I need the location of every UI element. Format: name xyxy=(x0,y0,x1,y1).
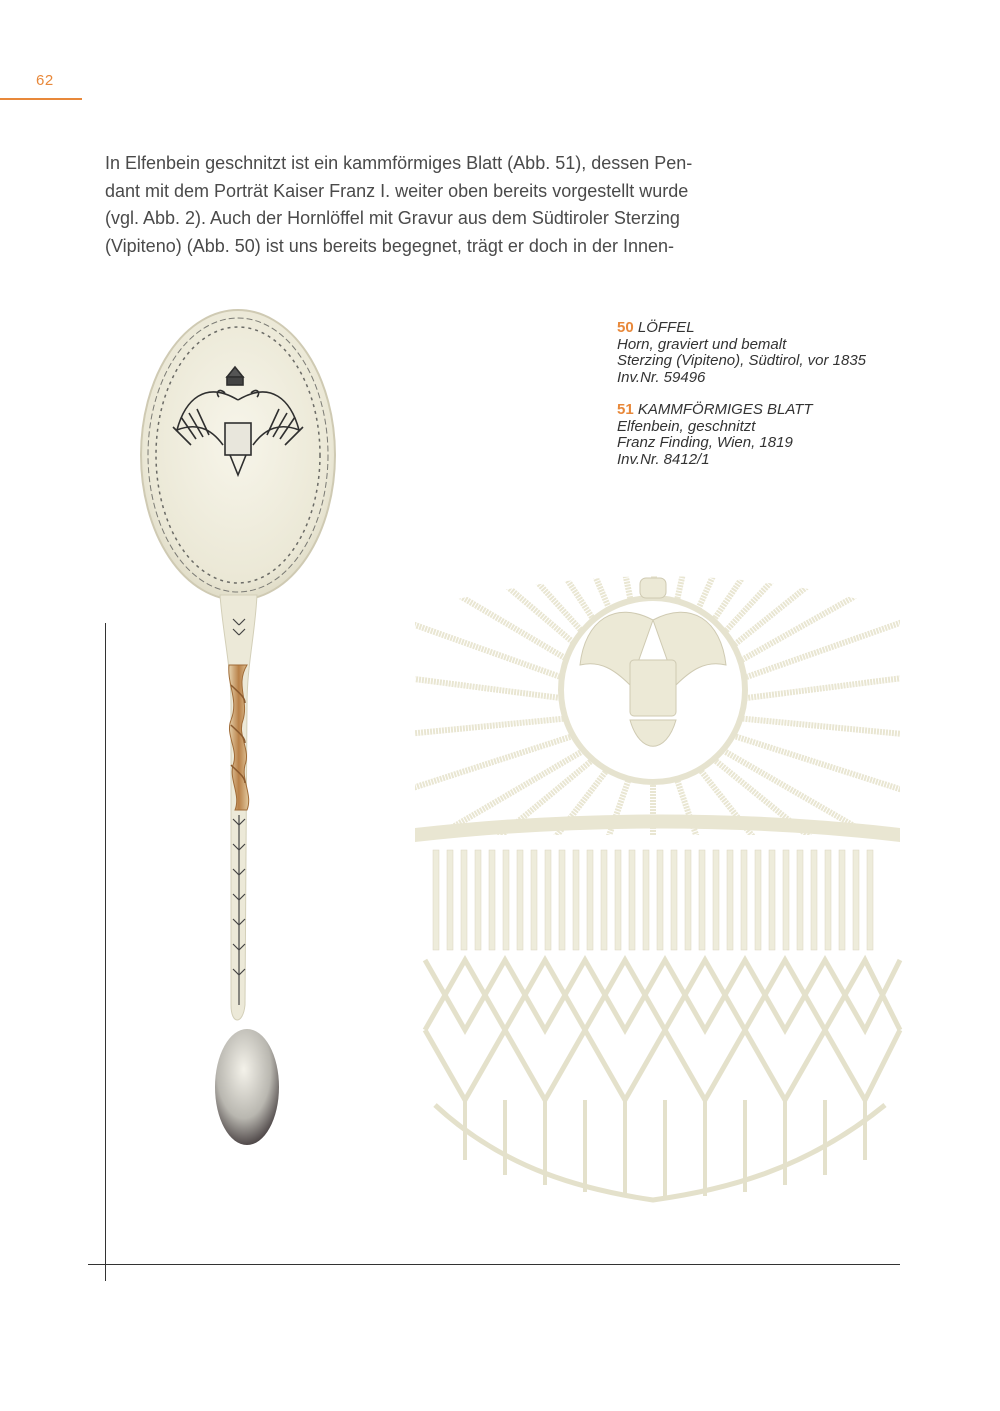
caption-line: Sterzing (Vipiteno), Südtirol, vor 1835 xyxy=(617,352,867,369)
caption-number: 51 xyxy=(617,401,634,418)
caption-line: Inv.Nr. 59496 xyxy=(617,368,706,386)
body-text-line: (Vipiteno) (Abb. 50) ist uns bereits begegnet, trägt er doch in der Innen- xyxy=(105,235,675,256)
body-text-line: In Elfenbein geschnitzt ist ein kammförmiges Blatt (Abb. 51), dessen Pen- xyxy=(105,153,693,173)
caption-number: 50 xyxy=(617,319,634,336)
horizontal-rule xyxy=(88,1264,900,1265)
caption-title: LÖFFEL xyxy=(637,319,695,336)
vertical-rule xyxy=(105,623,106,1281)
body-text-line: (vgl. Abb. 2). Auch der Hornlöffel mit Gravur aus dem Südtiroler Sterzing xyxy=(105,208,680,228)
caption-51 xyxy=(617,402,917,468)
comb-photo xyxy=(405,560,910,1230)
caption-line: Inv.Nr. 8412/1 xyxy=(617,450,710,468)
figure-captions xyxy=(617,320,917,484)
caption-line: Elfenbein, geschnitzt xyxy=(617,417,756,435)
body-text xyxy=(105,150,765,260)
comb-teeth xyxy=(433,850,873,950)
caption-50 xyxy=(617,320,917,386)
spoon-photo xyxy=(135,305,345,1155)
caption-line: Horn, graviert und bemalt xyxy=(617,335,787,353)
page-number-rule xyxy=(0,98,82,100)
caption-line: Franz Finding, Wien, 1819 xyxy=(617,434,793,451)
caption-title: KAMMFÖRMIGES BLATT xyxy=(637,401,813,418)
page-number: 62 xyxy=(36,72,54,89)
spoon-tip xyxy=(215,1029,279,1145)
body-text-line: dant mit dem Porträt Kaiser Franz I. weiter oben bereits vorgestellt wurde xyxy=(105,180,689,201)
comb-drops xyxy=(465,1100,865,1198)
comb-lattice xyxy=(425,960,900,1200)
